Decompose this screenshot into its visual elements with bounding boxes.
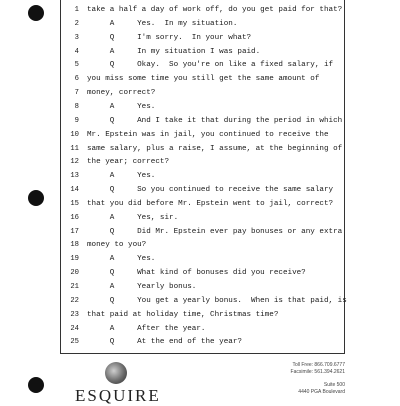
line-number: 12 <box>70 158 79 167</box>
line-number: 9 <box>74 116 79 125</box>
line-number: 2 <box>74 19 79 28</box>
transcript-line <box>61 3 346 17</box>
line-text: Q You get a yearly bonus. When is that paid, is <box>87 296 347 305</box>
transcript-line <box>61 169 346 183</box>
line-number: 23 <box>70 310 79 319</box>
line-text: Q Did Mr. Epstein ever pay bonuses or any extra <box>87 227 343 236</box>
transcript-line <box>61 31 346 45</box>
transcript-line <box>61 238 346 252</box>
line-number: 13 <box>70 172 79 181</box>
line-text: Q And I take it that during the period in which <box>87 116 343 125</box>
line-text: A Yearly bonus. <box>87 283 197 291</box>
esquire-logo: ESQUIRE <box>75 386 161 405</box>
line-text: money, correct? <box>87 89 156 98</box>
line-text: A Yes. <box>87 255 156 264</box>
line-text: Q At the end of the year? <box>87 338 242 347</box>
transcript-line <box>61 335 346 349</box>
line-text: the year; correct? <box>87 158 170 167</box>
toll-free-number: Toll Free: 866.709.6777 <box>292 362 345 368</box>
line-text: you miss some time you still get the same amount of <box>87 75 320 84</box>
line-text: money to you? <box>87 241 147 250</box>
transcript-line <box>61 308 346 322</box>
line-number: 10 <box>70 130 79 139</box>
transcript-line <box>61 280 346 294</box>
transcript-line <box>61 294 346 308</box>
transcript-line <box>61 72 346 86</box>
line-number: 20 <box>70 269 79 278</box>
line-number: 3 <box>74 33 79 42</box>
line-number: 18 <box>70 241 79 250</box>
transcript-line <box>61 128 346 142</box>
line-text: Mr. Epstein was in jail, you continued to receive the <box>87 130 329 139</box>
suite-address: Suite 500 <box>323 382 345 388</box>
line-text: that paid at holiday time, Christmas time? <box>87 310 279 319</box>
transcript-line <box>61 322 346 336</box>
esquire-logo-icon <box>105 362 127 384</box>
line-text: same salary, plus a raise, I assume, at the beginning of <box>87 144 343 153</box>
line-text: that you did before Mr. Epstein went to jail, correct? <box>87 199 334 208</box>
line-number: 7 <box>74 89 79 98</box>
transcript-line <box>61 155 346 169</box>
binder-hole-top <box>28 5 44 21</box>
line-number: 17 <box>70 227 79 236</box>
line-text: A Yes, sir. <box>87 213 179 222</box>
line-number: 16 <box>70 213 79 222</box>
transcript-line <box>61 142 346 156</box>
binder-hole-middle <box>28 190 44 206</box>
transcript-line <box>61 45 346 59</box>
line-text: Q I'm sorry. In your what? <box>87 33 252 42</box>
line-text: take a half a day of work off, do you get paid for that? <box>87 6 343 14</box>
transcript-body <box>60 0 345 354</box>
transcript-line <box>61 100 346 114</box>
footer-contact <box>291 362 345 395</box>
line-number: 22 <box>70 296 79 305</box>
transcript-line <box>61 252 346 266</box>
line-number: 25 <box>70 338 79 347</box>
transcript-line <box>61 197 346 211</box>
line-number: 8 <box>74 102 79 111</box>
transcript-line <box>61 225 346 239</box>
line-text: A In my situation I was paid. <box>87 47 261 56</box>
line-number: 19 <box>70 255 79 264</box>
line-number: 5 <box>74 61 79 70</box>
transcript-line <box>61 183 346 197</box>
line-text: Q What kind of bonuses did you receive? <box>87 269 306 278</box>
transcript-line <box>61 86 346 100</box>
line-text: A Yes. <box>87 102 156 111</box>
line-number: 21 <box>70 283 79 291</box>
line-number: 4 <box>74 47 79 56</box>
binder-hole-bottom <box>28 377 44 393</box>
street-address: 4440 PGA Boulevard <box>298 388 345 395</box>
facsimile-number: Facsimile: 561.394.2621 <box>290 368 345 375</box>
line-text: A Yes. <box>87 172 156 181</box>
line-text: A After the year. <box>87 324 206 333</box>
line-text: A Yes. In my situation. <box>87 19 238 28</box>
line-number: 24 <box>70 324 79 333</box>
line-text: Q Okay. So you're on like a fixed salary, if <box>87 61 334 70</box>
transcript-line <box>61 17 346 31</box>
line-number: 6 <box>74 75 79 84</box>
transcript-line <box>61 266 346 280</box>
transcript-line <box>61 211 346 225</box>
line-text: Q So you continued to receive the same salary <box>87 186 334 195</box>
transcript-line <box>61 114 346 128</box>
line-number: 11 <box>70 144 79 153</box>
transcript-line <box>61 58 346 72</box>
line-number: 15 <box>70 199 79 208</box>
line-number: 14 <box>70 186 79 195</box>
line-number: 1 <box>74 6 79 14</box>
